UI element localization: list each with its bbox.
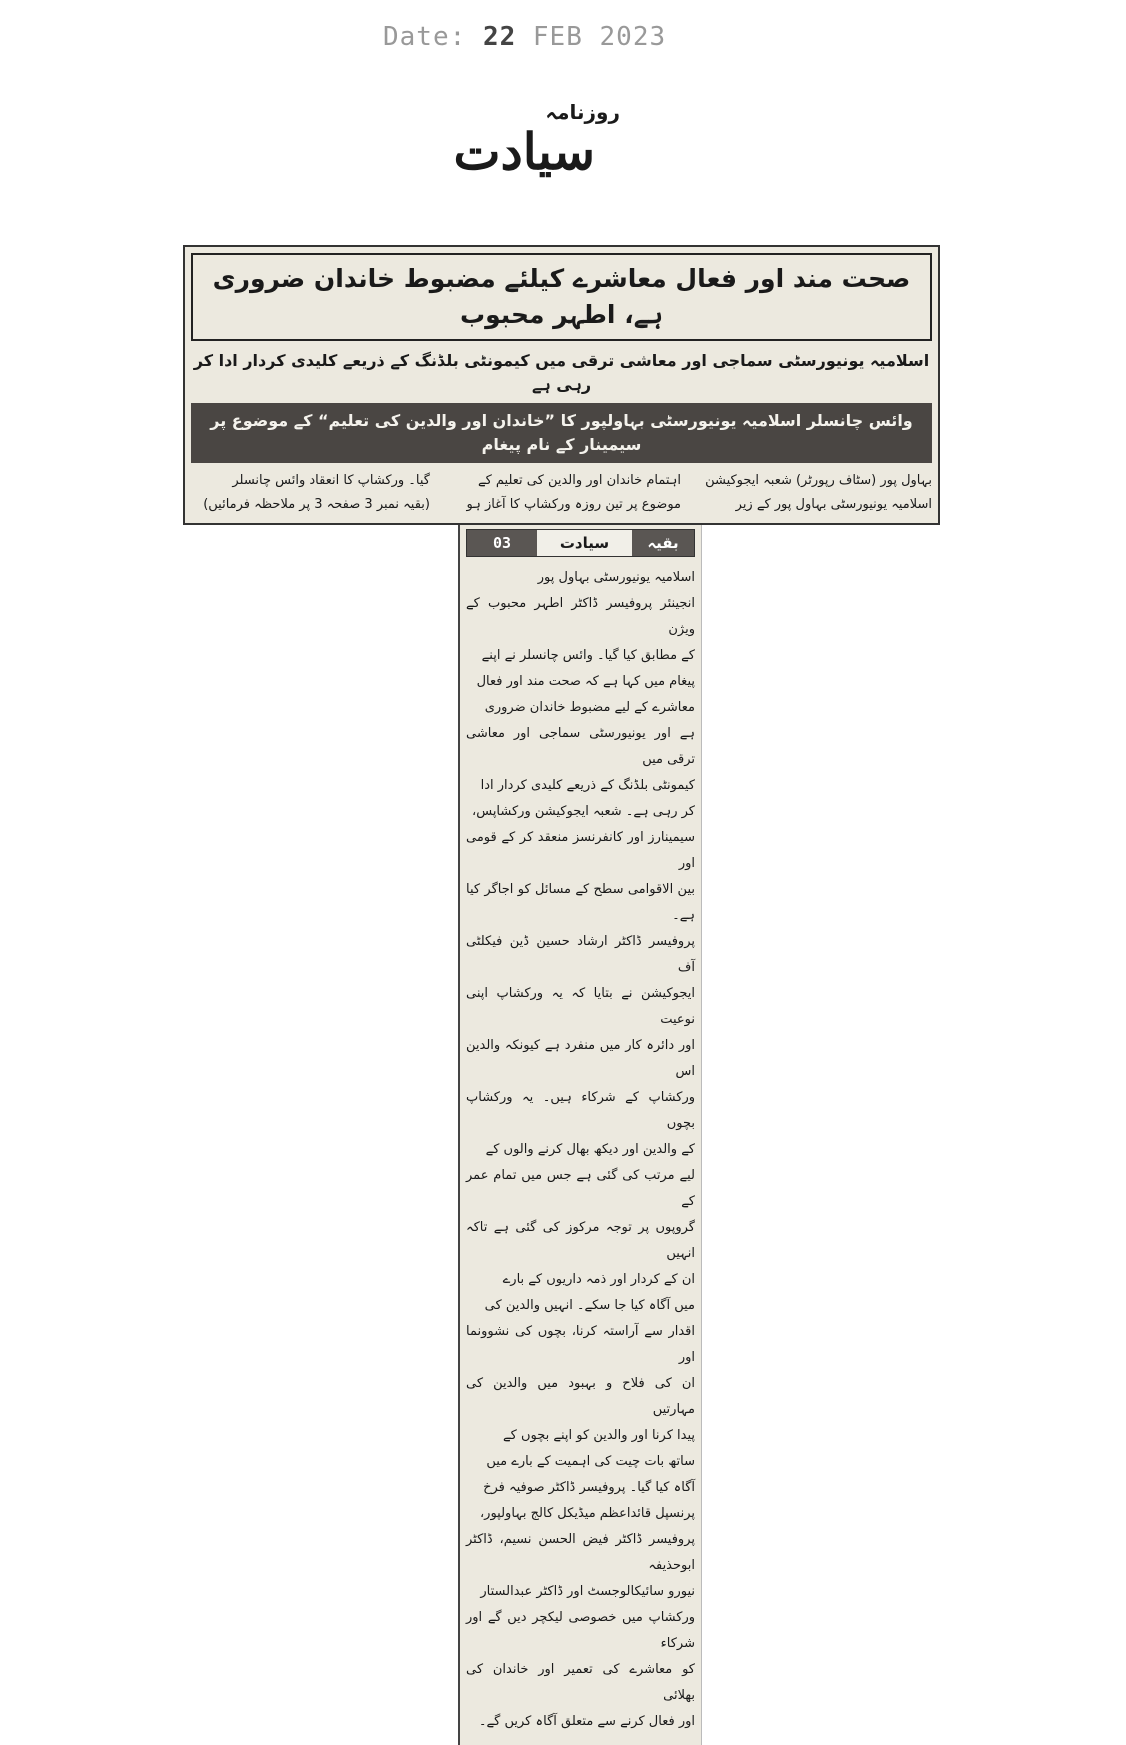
subheadline: اسلامیہ یونیورسٹی سماجی اور معاشی ترقی میں کیمونٹی بلڈنگ کے ذریعے کلیدی کردار ادا کر رہی ہے (193, 351, 930, 394)
lead-column (442, 469, 681, 517)
body-line: میں آگاہ کیا جا سکے۔ انہیں والدین کی (484, 1298, 695, 1313)
lead-line: (بقیہ نمبر 3 صفحہ 3 پر ملاحظہ فرمائیں) (203, 497, 430, 512)
body-line: انجینئر پروفیسر ڈاکٹر اطہر محبوب کے ویژن (466, 596, 695, 637)
headline: صحت مند اور فعال معاشرے کیلئے مضبوط خاندان ضروری ہے، اطہر محبوب (191, 253, 932, 341)
body-line: کیمونٹی بلڈنگ کے ذریعے کلیدی کردار ادا (480, 778, 695, 793)
body-line: ورکشاپ کے شرکاء ہیں۔ یہ ورکشاپ بچوں (466, 1090, 695, 1131)
masthead-daily: روزنامہ (545, 100, 620, 124)
date-label: Date: (383, 22, 467, 52)
body-line: بین الاقوامی سطح کے مسائل کو اجاگر کیا ہے۔ (466, 882, 695, 923)
date-day: 22 (482, 22, 517, 52)
body-line: اور دائرہ کار میں منفرد ہے کیونکہ والدین اس (466, 1038, 695, 1079)
continuation-body (466, 565, 695, 1735)
body-line: کے مطابق کیا گیا۔ وائس چانسلر نے اپنے (481, 648, 695, 663)
body-line: پروفیسر ڈاکٹر ارشاد حسین ڈین فیکلٹی آف (466, 934, 695, 975)
continuation-column (458, 525, 702, 1745)
date-month-year: FEB 2023 (532, 22, 667, 52)
body-line: کے والدین اور دیکھ بھال کرنے والوں کے (485, 1142, 695, 1157)
masthead (453, 100, 650, 200)
body-line: کو معاشرے کی تعمیر اور خاندان کی بھلائی (466, 1662, 695, 1703)
article-clipping (183, 245, 940, 525)
lead-paragraph (191, 469, 932, 517)
body-line: ساتھ بات چیت کی اہمیت کے بارے میں (486, 1454, 695, 1469)
body-line: نیورو سائیکالوجسٹ اور ڈاکٹر عبدالستار (480, 1584, 695, 1599)
highlight-band: وائس چانسلر اسلامیہ یونیورسٹی بہاولپور کا ”خاندان اور والدین کی تعلیم“ کے موضوع پر سیمینار کے نام پیغام (191, 403, 932, 463)
body-line: سیمینارز اور کانفرنسز منعقد کر کے قومی اور (466, 830, 695, 871)
lead-line: اہتمام خاندان اور والدین کی تعلیم کے (477, 473, 681, 488)
body-line: پیغام میں کہا ہے کہ صحت مند اور فعال (476, 674, 695, 689)
body-line: آگاہ کیا گیا۔ پروفیسر ڈاکٹر صوفیہ فرخ (483, 1480, 695, 1495)
lead-line: اسلامیہ یونیورسٹی بہاول پور کے زیر (735, 497, 932, 512)
lead-line: موضوع پر تین روزہ ورکشاپ کا آغاز ہو (466, 497, 681, 512)
body-line: پرنسپل قائداعظم میڈیکل کالج بہاولپور، (479, 1506, 695, 1521)
body-line: ان کی فلاح و بہبود میں والدین کی مہارتیں (466, 1376, 695, 1417)
masthead-name: سیادت (453, 122, 595, 181)
lead-column (693, 469, 932, 517)
body-line: پروفیسر ڈاکٹر فیض الحسن نسیم، ڈاکٹر ابوحذیفہ (466, 1532, 695, 1573)
body-line: پیدا کرنا اور والدین کو اپنے بچوں کے (503, 1428, 695, 1443)
body-line: ایجوکیشن نے بتایا کہ یہ ورکشاپ اپنی نوعیت (466, 986, 695, 1027)
body-line: ان کے کردار اور ذمہ داریوں کے بارے (502, 1272, 695, 1287)
lead-line: گیا۔ ورکشاپ کا انعقاد وائس چانسلر (232, 473, 430, 488)
body-line: اسلامیہ یونیورسٹی بہاول پور (537, 570, 695, 585)
continuation-header (466, 529, 695, 557)
body-line: معاشرے کے لیے مضبوط خاندان ضروری (484, 700, 695, 715)
body-line: اور فعال کرنے سے متعلق آگاہ کریں گے۔ (478, 1714, 695, 1729)
lead-column (191, 469, 430, 517)
article-wrapper (183, 245, 940, 1745)
continuation-number: 03 (467, 530, 537, 556)
lead-line: بہاول پور (سٹاف رپورٹر) شعبہ ایجوکیشن (705, 473, 932, 488)
body-line: گروپوں پر توجہ مرکوز کی گئی ہے تاکہ انہیں (466, 1220, 695, 1261)
continuation-paper-name: سیادت (537, 530, 632, 556)
body-line: ورکشاپ میں خصوصی لیکچر دیں گے اور شرکاء (466, 1610, 695, 1651)
body-line: ہے اور یونیورسٹی سماجی اور معاشی ترقی میں (466, 726, 695, 767)
body-line: کر رہی ہے۔ شعبہ ایجوکیشن ورکشاپس، (472, 804, 695, 819)
continuation-label: بقیہ (632, 530, 694, 556)
body-line: اقدار سے آراستہ کرنا، بچوں کی نشوونما اور (466, 1324, 695, 1365)
body-line: لیے مرتب کی گئی ہے جس میں تمام عمر کے (466, 1168, 695, 1209)
date-stamp (383, 22, 666, 52)
